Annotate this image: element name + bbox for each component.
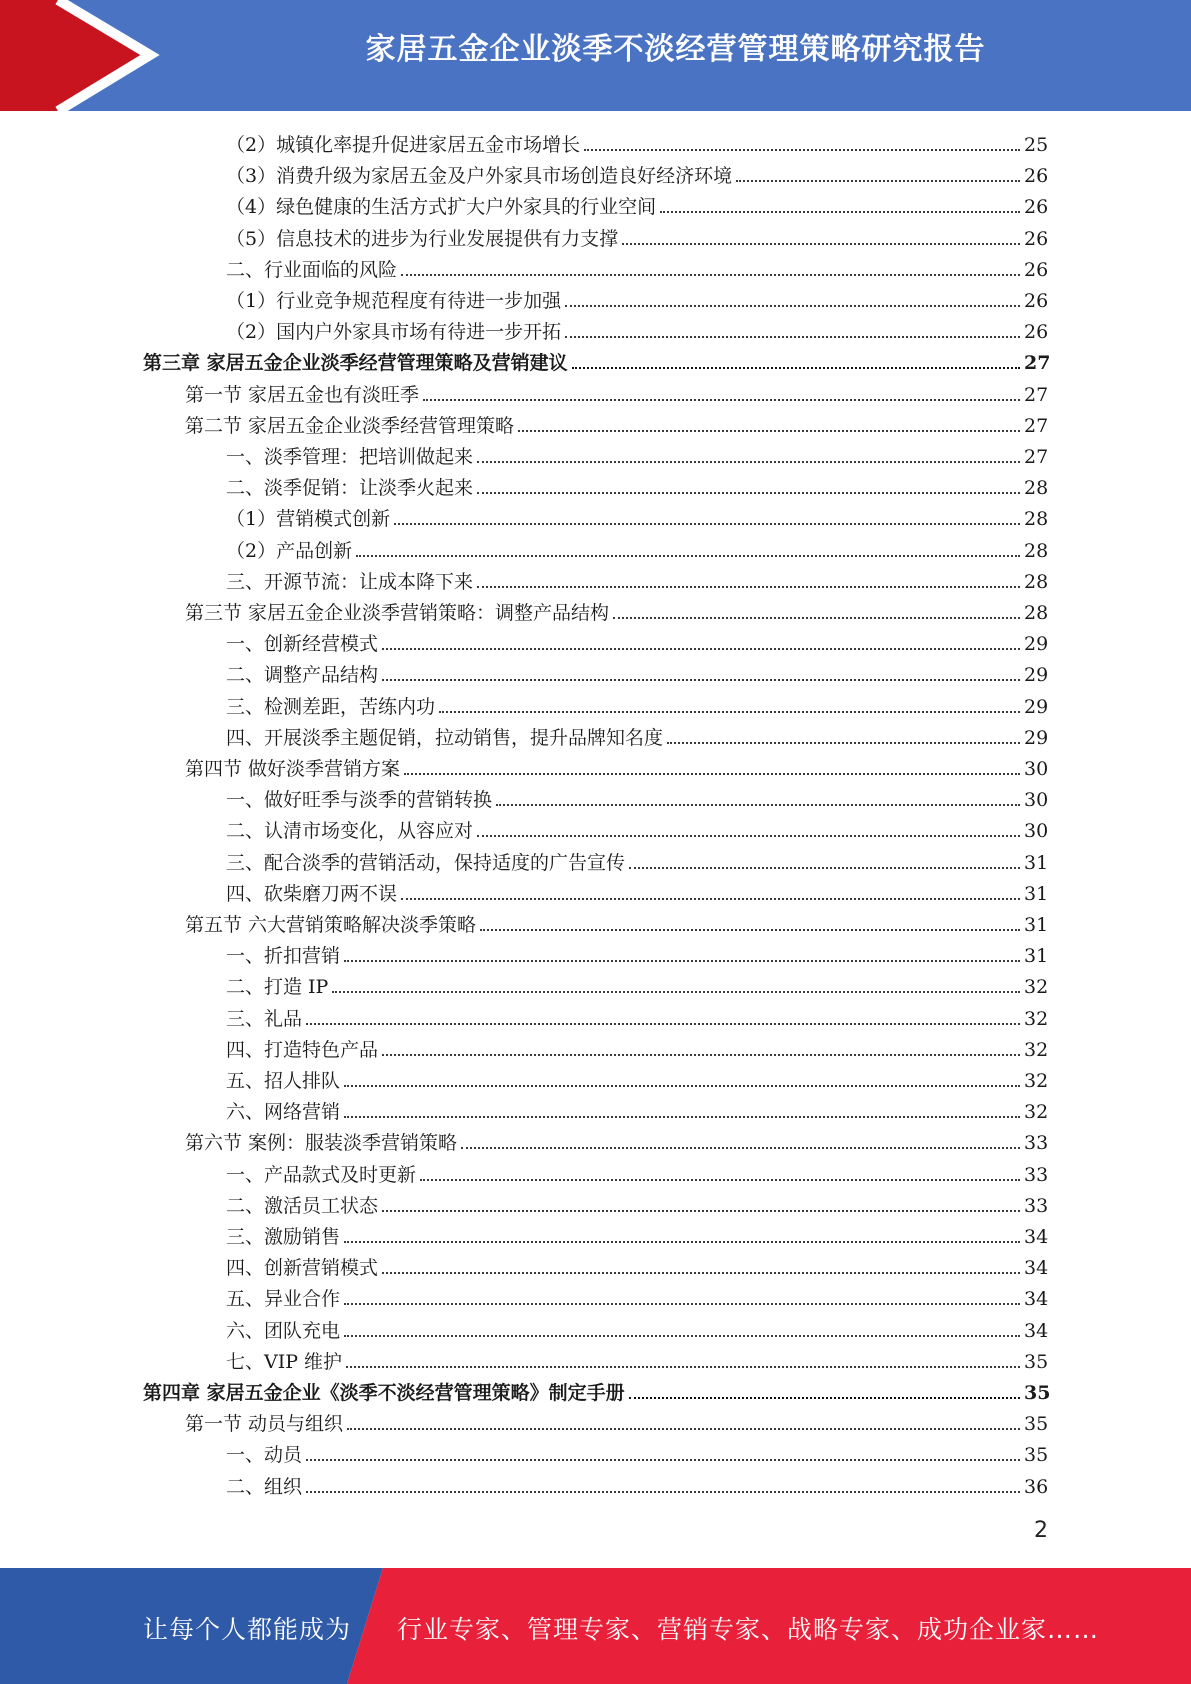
- toc-entry-page: 28: [1024, 477, 1049, 500]
- toc-dot-leader: [344, 960, 1020, 962]
- toc-dot-leader: [306, 1023, 1020, 1025]
- toc-entry-page: 27: [1024, 446, 1049, 468]
- toc-entry[interactable]: [226, 126, 1048, 157]
- toc-entry-page: 27: [1024, 414, 1049, 437]
- toc-dot-leader: [565, 336, 1020, 338]
- toc-entry-page: 32: [1024, 1007, 1049, 1030]
- toc-entry-page: 32: [1024, 1101, 1049, 1124]
- toc-entry[interactable]: [226, 220, 1048, 251]
- toc-entry-page: 27: [1024, 383, 1049, 406]
- toc-dot-leader: [420, 1179, 1020, 1181]
- toc-entry-page: 36: [1024, 1475, 1049, 1498]
- toc-dot-leader: [346, 1366, 1020, 1368]
- toc-entry[interactable]: [226, 781, 1048, 812]
- toc-entry[interactable]: [226, 1312, 1048, 1343]
- toc-entry-page: 33: [1024, 1132, 1049, 1155]
- toc-entry-page: 25: [1024, 134, 1049, 156]
- toc-dot-leader: [622, 243, 1020, 245]
- toc-dot-leader: [306, 1459, 1020, 1461]
- toc-dot-leader: [332, 991, 1020, 993]
- toc-entry[interactable]: [226, 188, 1048, 219]
- toc-entry[interactable]: [226, 719, 1048, 750]
- toc-entry-title: 二、认清市场变化，从容应对: [226, 820, 474, 843]
- toc-dot-leader: [344, 1085, 1020, 1087]
- toc-entry-page: 30: [1024, 820, 1049, 843]
- toc-entry-title: 第四节 做好淡季营销方案: [185, 758, 401, 780]
- toc-entry-title: 第六节 案例：服装淡季营销策略: [185, 1132, 458, 1155]
- toc-entry[interactable]: [143, 344, 1051, 375]
- toc-entry-title: 二、打造 IP: [226, 976, 329, 999]
- toc-dot-leader: [356, 555, 1020, 557]
- toc-entry-page: 31: [1024, 914, 1049, 936]
- toc-entry-title: 一、做好旺季与淡季的营销转换: [226, 789, 493, 812]
- toc-entry-page: 32: [1024, 1038, 1049, 1061]
- toc-dot-leader: [394, 523, 1020, 525]
- toc-entry-page: 31: [1024, 851, 1049, 874]
- toc-entry[interactable]: [226, 313, 1048, 344]
- toc-entry-title: 七、VIP 维护: [226, 1350, 343, 1373]
- toc-dot-leader: [480, 929, 1020, 931]
- toc-dot-leader: [613, 617, 1020, 619]
- toc-entry[interactable]: [185, 407, 1048, 438]
- toc-dot-leader: [306, 1491, 1020, 1493]
- toc-dot-leader: [736, 180, 1020, 182]
- toc-entry-title: 三、开源节流：让成本降下来: [226, 570, 474, 593]
- toc-entry-title: 六、网络营销: [226, 1101, 341, 1124]
- toc-entry-title: 第一节 动员与组织: [185, 1413, 344, 1436]
- toc-dot-leader: [518, 430, 1020, 432]
- toc-entry-page: 35: [1024, 1444, 1049, 1467]
- toc-entry[interactable]: [226, 500, 1048, 531]
- toc-dot-leader: [344, 1116, 1020, 1118]
- toc-dot-leader: [382, 648, 1020, 650]
- toc-entry-page: 28: [1024, 570, 1049, 593]
- toc-entry-title: 一、折扣营销: [226, 945, 341, 968]
- toc-entry-title: 四、开展淡季主题促销，拉动销售，提升品牌知名度: [226, 726, 664, 749]
- toc-entry-page: 30: [1024, 758, 1049, 780]
- toc-dot-leader: [565, 305, 1020, 307]
- toc-entry[interactable]: [226, 812, 1048, 843]
- toc-entry-page: 29: [1024, 633, 1049, 656]
- document-title: 家居五金企业淡季不淡经营管理策略研究报告: [365, 32, 986, 67]
- toc-entry-page: 29: [1024, 664, 1049, 687]
- toc-entry-title: 第一节 家居五金也有淡旺季: [185, 383, 420, 406]
- toc-entry[interactable]: [226, 1436, 1048, 1467]
- toc-entry[interactable]: [226, 968, 1048, 999]
- toc-entry-page: 28: [1024, 508, 1049, 531]
- toc-dot-leader: [461, 1147, 1020, 1149]
- toc-entry-title: 二、调整产品结构: [226, 664, 379, 687]
- toc-entry[interactable]: [226, 1187, 1048, 1218]
- toc-dot-leader: [572, 367, 1020, 369]
- toc-dot-leader: [401, 274, 1020, 276]
- toc-entry-title: 四、创新营销模式: [226, 1257, 379, 1280]
- toc-entry-title: 第三章 家居五金企业淡季经营管理策略及营销建议: [143, 352, 568, 375]
- toc-entry-title: 三、检测差距，苦练内功: [226, 695, 436, 718]
- toc-dot-leader: [477, 835, 1020, 837]
- toc-entry-title: 二、行业面临的风险: [226, 258, 398, 281]
- toc-entry-title: 六、团队充电: [226, 1319, 341, 1342]
- toc-entry-title: 一、产品款式及时更新: [226, 1163, 417, 1186]
- toc-entry-title: 二、组织: [226, 1475, 303, 1498]
- toc-dot-leader: [477, 461, 1020, 463]
- toc-entry-page: 28: [1024, 602, 1049, 624]
- toc-entry-page: 35: [1024, 1350, 1049, 1373]
- toc-dot-leader: [344, 1241, 1020, 1243]
- toc-dot-leader: [423, 399, 1020, 401]
- toc-dot-leader: [344, 1303, 1020, 1305]
- toc-entry-title: 二、激活员工状态: [226, 1194, 379, 1217]
- footer-band: [0, 1568, 1191, 1684]
- toc-dot-leader: [584, 149, 1020, 151]
- toc-entry-title: 第五节 六大营销策略解决淡季策略: [185, 914, 477, 936]
- toc-entry-title: （2）产品创新: [226, 539, 353, 562]
- toc-entry-title: 五、招人排队: [226, 1070, 341, 1092]
- toc-entry-page: 35: [1024, 1413, 1049, 1436]
- toc-entry-page: 34: [1024, 1257, 1049, 1280]
- toc-entry[interactable]: [185, 906, 1048, 937]
- toc-dot-leader: [382, 679, 1020, 681]
- toc-dot-leader: [382, 1210, 1020, 1212]
- toc-dot-leader: [382, 1272, 1020, 1274]
- toc-entry-page: 31: [1024, 882, 1049, 905]
- toc-entry[interactable]: [226, 625, 1048, 656]
- toc-entry-title: 三、礼品: [226, 1007, 303, 1030]
- toc-entry-title: 五、异业合作: [226, 1288, 341, 1311]
- toc-entry-title: 第三节 家居五金企业淡季营销策略：调整产品结构: [185, 602, 610, 624]
- toc-dot-leader: [382, 1054, 1020, 1056]
- toc-entry[interactable]: [226, 875, 1048, 906]
- toc-entry[interactable]: [226, 157, 1048, 188]
- toc-dot-leader: [401, 898, 1020, 900]
- toc-entry-title: 四、砍柴磨刀两不误: [226, 882, 398, 905]
- toc-entry-page: 32: [1024, 1070, 1049, 1092]
- toc-entry-page: 35: [1024, 1382, 1051, 1404]
- toc-entry-page: 31: [1024, 945, 1049, 968]
- toc-entry[interactable]: [226, 844, 1048, 875]
- toc-entry[interactable]: [226, 532, 1048, 563]
- toc-dot-leader: [667, 742, 1020, 744]
- toc-entry[interactable]: [226, 438, 1048, 469]
- toc-entry[interactable]: [226, 1280, 1048, 1311]
- toc-dot-leader: [629, 1397, 1020, 1399]
- toc-entry-page: 32: [1024, 976, 1049, 999]
- toc-entry-page: 34: [1024, 1319, 1049, 1342]
- toc-entry-page: 29: [1024, 726, 1049, 749]
- toc-entry-page: 34: [1024, 1226, 1049, 1248]
- toc-entry-title: （5）信息技术的进步为行业发展提供有力支撑: [226, 227, 619, 250]
- toc-entry[interactable]: [226, 1000, 1048, 1031]
- toc-entry[interactable]: [226, 1093, 1048, 1124]
- toc-dot-leader: [404, 773, 1020, 775]
- toc-entry[interactable]: [185, 376, 1048, 407]
- toc-entry[interactable]: [143, 1374, 1051, 1405]
- toc-entry-page: 34: [1024, 1288, 1049, 1311]
- toc-entry-page: 26: [1024, 196, 1049, 219]
- toc-dot-leader: [344, 1335, 1020, 1337]
- toc-entry[interactable]: [226, 251, 1048, 282]
- toc-entry[interactable]: [226, 1343, 1048, 1374]
- toc-entry-title: 四、打造特色产品: [226, 1038, 379, 1061]
- toc-entry[interactable]: [226, 1249, 1048, 1280]
- toc-entry[interactable]: [185, 750, 1048, 781]
- footer-slogan-right: 行业专家、管理专家、营销专家、战略专家、成功企业家……: [397, 1615, 1100, 1644]
- toc-dot-leader: [477, 586, 1020, 588]
- toc-entry-title: 三、激励销售: [226, 1226, 341, 1248]
- toc-entry[interactable]: [226, 469, 1048, 500]
- toc-dot-leader: [347, 1428, 1020, 1430]
- toc-entry-page: 26: [1024, 290, 1049, 312]
- toc-entry-title: 第二节 家居五金企业淡季经营管理策略: [185, 414, 515, 437]
- toc-dot-leader: [496, 804, 1020, 806]
- toc-entry[interactable]: [185, 1124, 1048, 1155]
- toc-entry[interactable]: [226, 1156, 1048, 1187]
- toc-entry-page: 30: [1024, 789, 1049, 812]
- toc-entry-title: 一、创新经营模式: [226, 633, 379, 656]
- toc-entry[interactable]: [226, 282, 1048, 313]
- toc-dot-leader: [439, 711, 1020, 713]
- toc-entry[interactable]: [226, 1468, 1048, 1499]
- toc-entry-page: 26: [1024, 321, 1049, 344]
- toc-entry[interactable]: [185, 594, 1048, 625]
- toc-entry-title: （3）消费升级为家居五金及户外家具市场创造良好经济环境: [226, 165, 733, 188]
- toc-dot-leader: [477, 492, 1020, 494]
- toc-entry-title: （4）绿色健康的生活方式扩大户外家具的行业空间: [226, 196, 657, 219]
- toc-entry-title: 第四章 家居五金企业《淡季不淡经营管理策略》制定手册: [143, 1382, 625, 1404]
- toc-entry[interactable]: [226, 1062, 1048, 1093]
- toc-entry-page: 33: [1024, 1163, 1049, 1186]
- toc-entry[interactable]: [226, 656, 1048, 687]
- toc-entry[interactable]: [226, 688, 1048, 719]
- toc-entry-page: 27: [1024, 352, 1051, 375]
- toc-entry-page: 33: [1024, 1194, 1049, 1217]
- toc-entry-title: 一、淡季管理：把培训做起来: [226, 446, 474, 468]
- page-number: 2: [1034, 1518, 1048, 1543]
- toc-entry[interactable]: [226, 937, 1048, 968]
- toc-entry[interactable]: [226, 1031, 1048, 1062]
- toc-dot-leader: [629, 867, 1020, 869]
- toc-entry-title: 三、配合淡季的营销活动，保持适度的广告宣传: [226, 851, 626, 874]
- toc-entry-page: 26: [1024, 258, 1049, 281]
- toc-entry-title: 二、淡季促销：让淡季火起来: [226, 477, 474, 500]
- toc-entry-page: 29: [1024, 695, 1049, 718]
- toc-entry[interactable]: [185, 1405, 1048, 1436]
- toc-entry[interactable]: [226, 1218, 1048, 1249]
- toc-entry-page: 28: [1024, 539, 1049, 562]
- toc-entry[interactable]: [226, 563, 1048, 594]
- toc-entry-title: （2）国内户外家具市场有待进一步开拓: [226, 321, 562, 344]
- toc-entry-title: （1）行业竞争规范程度有待进一步加强: [226, 290, 562, 312]
- toc-entry-title: （2）城镇化率提升促进家居五金市场增长: [226, 134, 581, 156]
- toc-entry-page: 26: [1024, 227, 1049, 250]
- toc-dot-leader: [660, 211, 1020, 213]
- footer-slogan-left: 让每个人都能成为: [143, 1615, 352, 1644]
- toc-entry-page: 26: [1024, 165, 1049, 188]
- toc-entry-title: （1）营销模式创新: [226, 508, 391, 531]
- toc-entry-title: 一、动员: [226, 1444, 303, 1467]
- header-band: [0, 0, 1191, 111]
